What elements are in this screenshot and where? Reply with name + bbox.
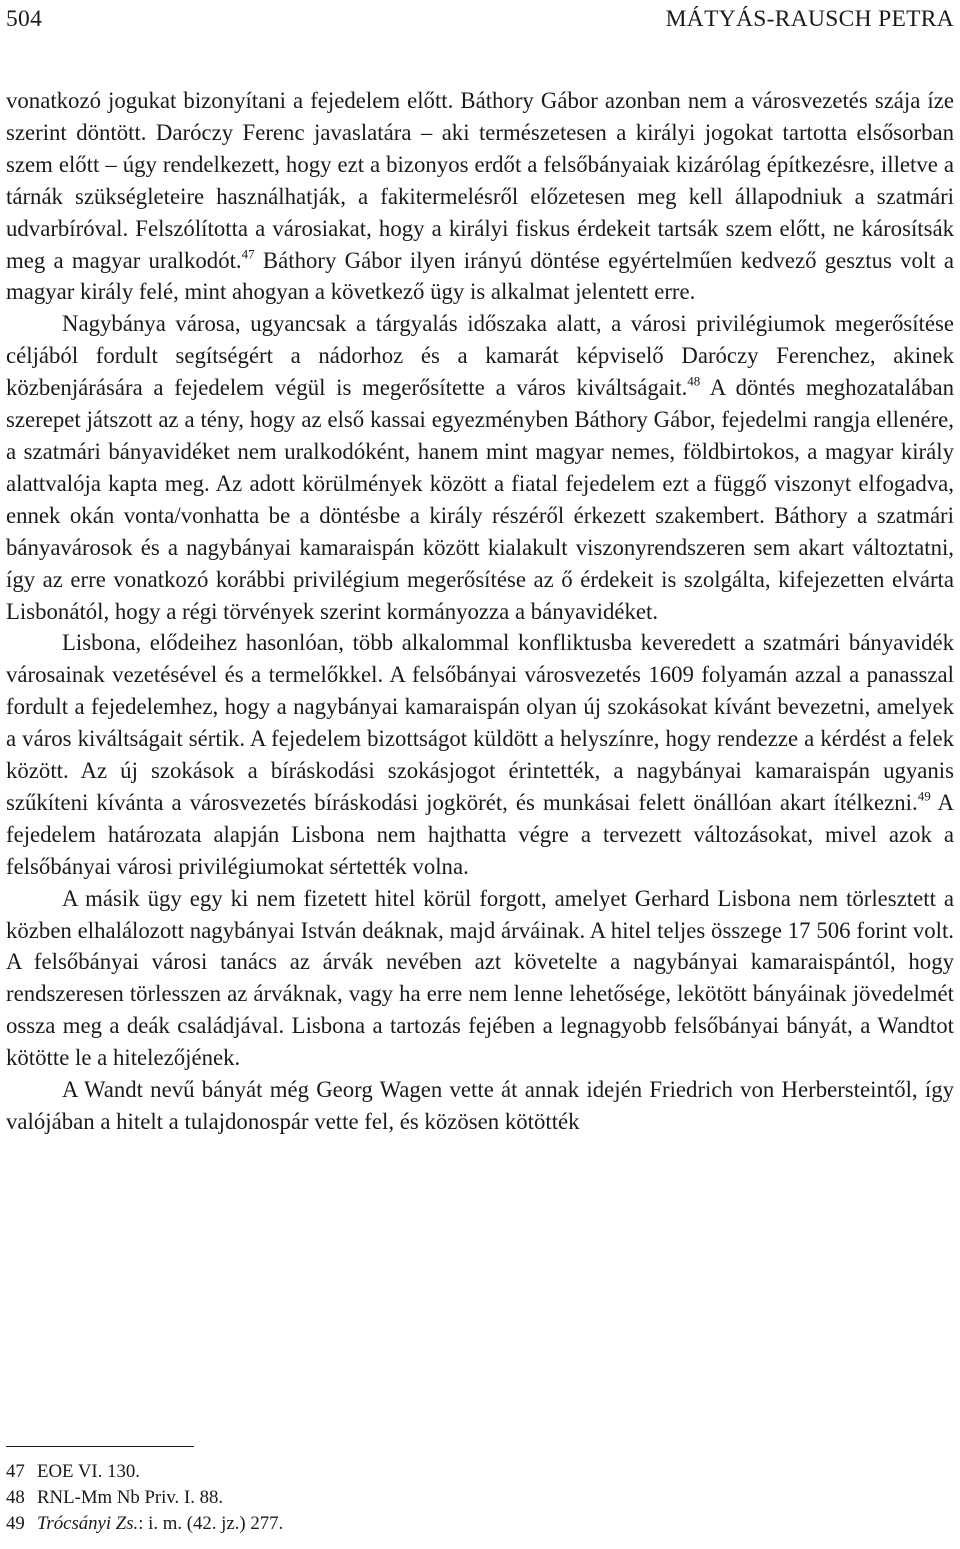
footnote-number: 48 [6, 1487, 25, 1508]
italic-text: Trócsányi Zs. [37, 1513, 139, 1534]
text-run: vonatkozó jogukat bizonyítani a fejedelem előtt. Báthory Gábor azonban nem a városvezetés szája íze szerint döntött. Daróczy Ferenc javaslatára – aki természetesen a királyi jogokat tartotta elsősorban szem előtt – úgy rendelkezett, hogy ezt a bizonyos erdőt a felsőbányaiak kizárólag építkezésre, illetve a tárnák szükségleteire használhatják, a fakitermelésről előzetesen meg kell állapodniuk a szatmári udvarbíróval. Felszólította a városiakat, hogy a királyi fiskus érdekeit tartsák szem előtt, ne károsítsák meg a magyar uralkodót. [6, 88, 954, 273]
text-run: Báthory Gábor ilyen irányú döntése egyértelműen kedvező gesztus volt a magyar király felé, mint ahogyan a következő ügy is alkalmat jelentett erre. [6, 247, 954, 305]
page-header [6, 6, 954, 36]
text-run: Nagybánya városa, ugyancsak a tárgyalás időszaka alatt, a városi privilégiumok megerősítése céljából fordult segítségért a nádorhoz és a kamarát képviselő Daróczy Ferenchez, akinek közbenjárására a fejedelem végül is megerősítette a város kiváltságait. [6, 311, 954, 401]
footnote-divider [6, 1446, 194, 1447]
footnote-number: 49 [6, 1513, 25, 1534]
footnote-47 [6, 1459, 946, 1485]
page-number: 504 [6, 6, 43, 32]
text-run: A Wandt nevű bányát még Georg Wagen vette át annak idején Friedrich von Herbersteintől, így valójában a hitelt a tulajdonospár vette fel, és közösen kötötték [6, 1077, 954, 1134]
paragraph [6, 85, 954, 308]
footnote-ref-48: 48 [687, 373, 701, 389]
footnote-number: 47 [6, 1461, 25, 1482]
text-run: RNL-Mm Nb Priv. I. 88. [37, 1487, 224, 1508]
paragraph [6, 308, 954, 627]
text-run: Lisbona, elődeihez hasonlóan, több alkalommal konfliktusba keveredett a szatmári bányavidék városainak vezetésével és a termelőkkel. A felsőbányai városvezetés 1609 folyamán azzal a panasszal fordult a fejedelemhez, hogy a nagybányai kamaraispán olyan új szokásokat kívánt bevezetni, amelyek a város kiváltságait sértik. A fejedelem bizottságot küldött a helyszínre, hogy rendezze a kérdést a felek között. Az új szokások a bíráskodási szokásjogot érintették, a nagybányai kamaraispán ugyanis szűkíteni kívánta a városvezetés bíráskodási jogkörét, és munkásai felett önállóan akart ítélkezni. [6, 630, 954, 815]
text-run: A döntés meghozatalában szerepet játszott az a tény, hogy az első kassai egyezményben Báthory Gábor, fejedelmi rangja ellenére, a szatmári bányavidéket nem uralkodóként, hanem mint magyar nemes, földbirtokos, a magyar király alattvalója kapta meg. Az adott körülmények között a fiatal fejedelem ezt a függő viszonyt elfogadva, ennek okán vonta/vonhatta be a döntésbe a király részéről érkezett szakembert. Báthory a szatmári bányavárosok és a nagybányai kamaraispán között kialakult viszonyrendszeren sem akart változtatni, így az erre vonatkozó korábbi privilégium megerősítése az ő érdekeit is szolgálta, kifejezetten elvárta Lisbonától, hogy a régi törvények szerint kormányozza a bányavidéket. [6, 375, 954, 624]
paragraph [6, 883, 954, 1074]
paragraph [6, 627, 954, 882]
paragraph [6, 1074, 954, 1138]
text-run: EOE VI. 130. [37, 1461, 140, 1482]
text-run: : i. m. (42. jz.) 277. [138, 1513, 284, 1534]
text-run: A fejedelem határozata alapján Lisbona nem hajthatta végre a tervezett változásokat, mivel azok a felsőbányai városi privilégiumokat sértették volna. [6, 789, 954, 879]
footnote-49 [6, 1511, 946, 1537]
footnote-ref-47: 47 [241, 246, 255, 262]
text-run: A másik ügy egy ki nem fizetett hitel körül forgott, amelyet Gerhard Lisbona nem törlesztett a közben elhalálozott nagybányai István deáknak, majd árváinak. A hitel teljes összege 17 506 forint volt. A felsőbányai városi tanács az árvák nevében azt követelte a nagybányai kamaraispántól, hogy rendszeresen törlesszen az árváknak, vagy ha erre nem lenne lehetősége, lekötött bányáinak jövedelmét ossza meg a deák családjával. Lisbona a tartozás fejében a legnagyobb felsőbányai bányát, a Wandtot kötötte le a hitelezőjének. [6, 885, 954, 1071]
footnotes [6, 1459, 946, 1537]
running-title: MÁTYÁS-RAUSCH PETRA [665, 6, 954, 32]
footnote-ref-49: 49 [917, 788, 931, 804]
footnote-48 [6, 1485, 946, 1511]
body-text [6, 85, 954, 1138]
